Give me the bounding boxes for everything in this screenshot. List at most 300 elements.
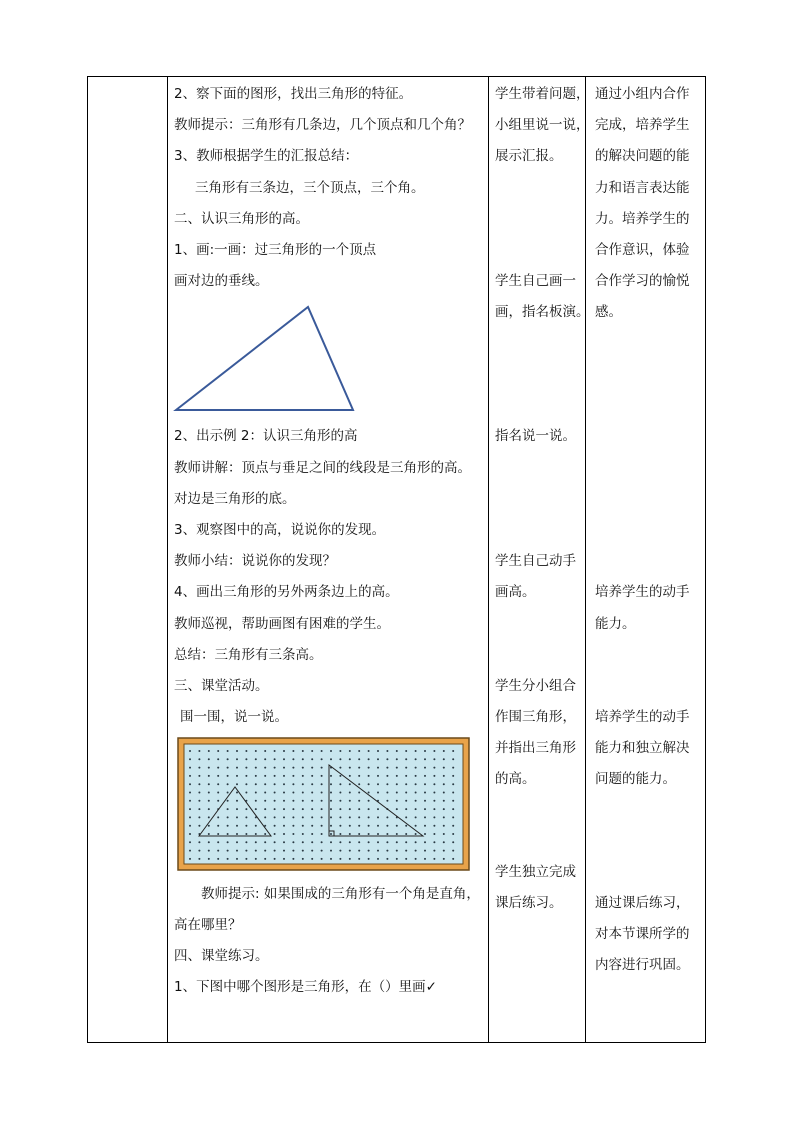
peg bbox=[311, 775, 313, 777]
peg bbox=[292, 850, 294, 852]
peg bbox=[424, 808, 426, 810]
peg bbox=[433, 833, 435, 835]
peg bbox=[358, 841, 360, 843]
peg bbox=[321, 800, 323, 802]
peg bbox=[386, 850, 388, 852]
peg bbox=[358, 750, 360, 752]
peg bbox=[198, 800, 200, 802]
peg bbox=[311, 858, 313, 860]
peg bbox=[311, 833, 313, 835]
content-line: 2、察下面的图形，找出三角形的特征。 bbox=[174, 86, 413, 102]
peg bbox=[302, 792, 304, 794]
peg bbox=[433, 800, 435, 802]
peg bbox=[208, 775, 210, 777]
peg bbox=[236, 758, 238, 760]
peg bbox=[452, 850, 454, 852]
peg bbox=[443, 783, 445, 785]
intent-line: 培养学生的动手 bbox=[595, 709, 690, 725]
peg bbox=[330, 833, 332, 835]
peg bbox=[386, 841, 388, 843]
peg bbox=[452, 783, 454, 785]
geoboard-figure bbox=[177, 737, 470, 871]
student-line: 画，指名板演。 bbox=[495, 304, 590, 320]
peg bbox=[386, 825, 388, 827]
peg bbox=[302, 841, 304, 843]
peg bbox=[255, 808, 257, 810]
peg bbox=[236, 750, 238, 752]
peg bbox=[311, 850, 313, 852]
peg bbox=[274, 800, 276, 802]
student-line: 学生独立完成 bbox=[495, 864, 576, 880]
peg bbox=[198, 858, 200, 860]
peg bbox=[433, 816, 435, 818]
peg bbox=[217, 858, 219, 860]
content-line: 四、课堂练习。 bbox=[174, 948, 269, 964]
peg bbox=[283, 858, 285, 860]
content-line: 三角形有三条边，三个顶点，三个角。 bbox=[195, 180, 425, 196]
peg bbox=[396, 808, 398, 810]
peg bbox=[452, 800, 454, 802]
peg bbox=[321, 841, 323, 843]
peg bbox=[377, 816, 379, 818]
peg bbox=[368, 825, 370, 827]
peg bbox=[368, 792, 370, 794]
peg bbox=[386, 816, 388, 818]
peg bbox=[415, 800, 417, 802]
peg bbox=[377, 783, 379, 785]
peg bbox=[189, 816, 191, 818]
peg bbox=[386, 800, 388, 802]
peg bbox=[292, 792, 294, 794]
peg bbox=[264, 841, 266, 843]
peg bbox=[198, 767, 200, 769]
peg bbox=[208, 750, 210, 752]
peg bbox=[405, 841, 407, 843]
peg bbox=[415, 808, 417, 810]
peg bbox=[433, 775, 435, 777]
peg bbox=[330, 858, 332, 860]
peg bbox=[311, 792, 313, 794]
peg bbox=[227, 816, 229, 818]
peg bbox=[292, 825, 294, 827]
peg bbox=[321, 816, 323, 818]
peg bbox=[236, 825, 238, 827]
peg bbox=[227, 792, 229, 794]
peg bbox=[302, 858, 304, 860]
peg bbox=[330, 750, 332, 752]
peg bbox=[189, 758, 191, 760]
peg bbox=[452, 808, 454, 810]
peg bbox=[339, 808, 341, 810]
content-line: 画对边的垂线。 bbox=[174, 273, 269, 289]
peg bbox=[264, 758, 266, 760]
peg bbox=[321, 808, 323, 810]
peg bbox=[292, 758, 294, 760]
peg bbox=[321, 758, 323, 760]
peg bbox=[386, 750, 388, 752]
peg bbox=[405, 816, 407, 818]
peg bbox=[321, 833, 323, 835]
peg bbox=[255, 792, 257, 794]
peg bbox=[424, 825, 426, 827]
peg bbox=[405, 750, 407, 752]
peg bbox=[349, 783, 351, 785]
peg bbox=[330, 850, 332, 852]
peg bbox=[245, 841, 247, 843]
peg bbox=[452, 750, 454, 752]
peg bbox=[189, 792, 191, 794]
peg bbox=[443, 858, 445, 860]
peg bbox=[330, 825, 332, 827]
peg bbox=[283, 767, 285, 769]
peg bbox=[245, 767, 247, 769]
peg bbox=[433, 783, 435, 785]
peg bbox=[368, 808, 370, 810]
peg bbox=[302, 783, 304, 785]
peg bbox=[292, 841, 294, 843]
peg bbox=[452, 775, 454, 777]
peg bbox=[452, 758, 454, 760]
peg bbox=[283, 841, 285, 843]
peg bbox=[198, 825, 200, 827]
peg bbox=[283, 816, 285, 818]
content-line: 高在哪里？ bbox=[174, 917, 242, 933]
teaching-process-column bbox=[168, 77, 488, 1042]
peg bbox=[433, 750, 435, 752]
peg bbox=[368, 775, 370, 777]
peg bbox=[283, 825, 285, 827]
peg bbox=[189, 808, 191, 810]
peg bbox=[452, 792, 454, 794]
peg bbox=[377, 825, 379, 827]
peg bbox=[302, 758, 304, 760]
peg bbox=[208, 816, 210, 818]
peg bbox=[217, 800, 219, 802]
peg bbox=[208, 825, 210, 827]
student-line: 课后练习。 bbox=[495, 895, 563, 911]
content-line: 教师提示: 如果围成的三角形有一个角是直角， bbox=[201, 886, 480, 902]
lesson-plan-table bbox=[87, 76, 706, 1043]
peg bbox=[424, 858, 426, 860]
peg bbox=[255, 750, 257, 752]
intent-line: 完成，培养学生 bbox=[595, 117, 690, 133]
peg bbox=[349, 800, 351, 802]
peg bbox=[405, 792, 407, 794]
peg bbox=[339, 850, 341, 852]
peg bbox=[396, 792, 398, 794]
peg bbox=[377, 841, 379, 843]
peg bbox=[236, 775, 238, 777]
peg bbox=[377, 758, 379, 760]
peg bbox=[368, 767, 370, 769]
peg bbox=[396, 783, 398, 785]
peg bbox=[236, 816, 238, 818]
peg bbox=[443, 792, 445, 794]
peg bbox=[292, 833, 294, 835]
peg bbox=[321, 858, 323, 860]
peg bbox=[368, 783, 370, 785]
peg bbox=[227, 750, 229, 752]
student-line: 并指出三角形 bbox=[495, 740, 576, 756]
peg bbox=[283, 750, 285, 752]
student-line: 画高。 bbox=[495, 584, 536, 600]
peg bbox=[208, 833, 210, 835]
peg bbox=[311, 800, 313, 802]
peg bbox=[321, 767, 323, 769]
intent-line: 感。 bbox=[595, 304, 622, 320]
peg bbox=[189, 750, 191, 752]
peg bbox=[245, 758, 247, 760]
peg bbox=[311, 758, 313, 760]
peg bbox=[321, 850, 323, 852]
peg bbox=[227, 775, 229, 777]
peg bbox=[292, 767, 294, 769]
peg bbox=[443, 850, 445, 852]
peg bbox=[245, 750, 247, 752]
intent-line: 力和语言表达能 bbox=[595, 180, 690, 196]
peg bbox=[264, 816, 266, 818]
peg bbox=[255, 767, 257, 769]
content-line: 三、课堂活动。 bbox=[174, 678, 269, 694]
peg bbox=[377, 775, 379, 777]
peg bbox=[236, 833, 238, 835]
peg bbox=[198, 808, 200, 810]
peg bbox=[386, 783, 388, 785]
peg bbox=[217, 783, 219, 785]
peg bbox=[217, 825, 219, 827]
intent-line: 能力和独立解决 bbox=[595, 740, 690, 756]
intent-line: 合作学习的愉悦 bbox=[595, 273, 690, 289]
peg bbox=[415, 833, 417, 835]
peg bbox=[292, 750, 294, 752]
student-line: 学生自己画一 bbox=[495, 273, 576, 289]
design-intent-column bbox=[586, 77, 706, 1042]
peg bbox=[452, 767, 454, 769]
peg bbox=[339, 792, 341, 794]
peg bbox=[227, 850, 229, 852]
peg bbox=[339, 825, 341, 827]
peg bbox=[208, 758, 210, 760]
peg bbox=[349, 767, 351, 769]
content-line: 教师巡视，帮助画图有困难的学生。 bbox=[174, 616, 390, 632]
peg bbox=[283, 850, 285, 852]
peg bbox=[208, 783, 210, 785]
peg bbox=[245, 850, 247, 852]
peg bbox=[433, 758, 435, 760]
peg bbox=[283, 775, 285, 777]
peg bbox=[208, 858, 210, 860]
peg bbox=[415, 783, 417, 785]
peg bbox=[377, 833, 379, 835]
peg bbox=[405, 767, 407, 769]
peg bbox=[330, 758, 332, 760]
peg bbox=[452, 841, 454, 843]
peg bbox=[424, 841, 426, 843]
peg bbox=[415, 775, 417, 777]
scalene-triangle bbox=[176, 307, 353, 410]
peg bbox=[358, 758, 360, 760]
peg bbox=[227, 800, 229, 802]
peg bbox=[189, 858, 191, 860]
peg bbox=[358, 775, 360, 777]
peg bbox=[349, 775, 351, 777]
peg bbox=[255, 825, 257, 827]
student-line: 学生分小组合 bbox=[495, 678, 576, 694]
peg bbox=[245, 783, 247, 785]
peg bbox=[208, 841, 210, 843]
peg bbox=[302, 816, 304, 818]
peg bbox=[368, 833, 370, 835]
peg bbox=[358, 808, 360, 810]
peg bbox=[245, 825, 247, 827]
peg bbox=[208, 808, 210, 810]
peg bbox=[198, 750, 200, 752]
peg bbox=[292, 816, 294, 818]
peg bbox=[443, 841, 445, 843]
peg bbox=[217, 833, 219, 835]
peg bbox=[330, 816, 332, 818]
triangle-figure bbox=[168, 297, 368, 417]
peg bbox=[415, 858, 417, 860]
peg bbox=[386, 767, 388, 769]
peg bbox=[292, 858, 294, 860]
peg bbox=[321, 792, 323, 794]
student-activity-column bbox=[489, 77, 590, 1042]
peg bbox=[349, 858, 351, 860]
peg bbox=[302, 800, 304, 802]
peg bbox=[452, 816, 454, 818]
peg bbox=[368, 750, 370, 752]
content-line: 4、画出三角形的另外两条边上的高。 bbox=[174, 584, 399, 600]
peg bbox=[377, 808, 379, 810]
peg bbox=[255, 775, 257, 777]
peg bbox=[349, 792, 351, 794]
peg bbox=[198, 758, 200, 760]
peg bbox=[236, 850, 238, 852]
peg bbox=[386, 792, 388, 794]
peg bbox=[274, 792, 276, 794]
geoboard-surface bbox=[184, 744, 463, 864]
peg bbox=[255, 783, 257, 785]
peg bbox=[217, 792, 219, 794]
peg bbox=[405, 850, 407, 852]
peg bbox=[264, 783, 266, 785]
peg bbox=[424, 775, 426, 777]
peg bbox=[433, 850, 435, 852]
peg bbox=[433, 808, 435, 810]
peg bbox=[302, 775, 304, 777]
peg bbox=[274, 758, 276, 760]
peg bbox=[358, 792, 360, 794]
peg bbox=[217, 816, 219, 818]
peg bbox=[377, 792, 379, 794]
peg bbox=[415, 816, 417, 818]
peg bbox=[396, 750, 398, 752]
peg bbox=[405, 858, 407, 860]
peg bbox=[415, 758, 417, 760]
peg bbox=[433, 858, 435, 860]
peg bbox=[255, 800, 257, 802]
peg bbox=[227, 758, 229, 760]
content-line: 二、认识三角形的高。 bbox=[174, 211, 309, 227]
peg bbox=[292, 808, 294, 810]
content-line: 教师讲解：顶点与垂足之间的线段是三角形的高。 bbox=[174, 460, 471, 476]
peg bbox=[443, 800, 445, 802]
peg bbox=[208, 800, 210, 802]
peg bbox=[274, 833, 276, 835]
peg bbox=[339, 750, 341, 752]
peg bbox=[292, 783, 294, 785]
peg bbox=[321, 825, 323, 827]
intent-line: 内容进行巩固。 bbox=[595, 957, 690, 973]
peg bbox=[227, 858, 229, 860]
peg bbox=[396, 841, 398, 843]
content-line: 总结：三角形有三条高。 bbox=[174, 647, 323, 663]
peg bbox=[377, 850, 379, 852]
peg bbox=[264, 792, 266, 794]
peg bbox=[189, 825, 191, 827]
peg bbox=[358, 825, 360, 827]
peg bbox=[311, 783, 313, 785]
peg bbox=[208, 850, 210, 852]
peg bbox=[405, 758, 407, 760]
peg bbox=[198, 792, 200, 794]
peg bbox=[452, 833, 454, 835]
peg bbox=[349, 808, 351, 810]
peg bbox=[396, 858, 398, 860]
peg bbox=[443, 750, 445, 752]
peg bbox=[274, 808, 276, 810]
peg bbox=[386, 833, 388, 835]
peg bbox=[339, 816, 341, 818]
peg bbox=[321, 775, 323, 777]
peg bbox=[198, 841, 200, 843]
peg bbox=[358, 816, 360, 818]
peg bbox=[443, 775, 445, 777]
peg bbox=[227, 825, 229, 827]
peg bbox=[283, 758, 285, 760]
peg bbox=[424, 850, 426, 852]
peg bbox=[217, 850, 219, 852]
peg bbox=[339, 841, 341, 843]
peg bbox=[217, 750, 219, 752]
peg bbox=[424, 767, 426, 769]
content-line: 对边是三角形的底。 bbox=[174, 491, 296, 507]
peg bbox=[405, 825, 407, 827]
peg bbox=[405, 775, 407, 777]
student-line: 的高。 bbox=[495, 771, 536, 787]
peg bbox=[330, 792, 332, 794]
peg bbox=[245, 808, 247, 810]
peg bbox=[217, 758, 219, 760]
peg bbox=[339, 775, 341, 777]
intent-line: 通过小组内合作 bbox=[595, 86, 690, 102]
peg bbox=[245, 775, 247, 777]
content-line: 1、画:一画：过三角形的一个顶点 bbox=[174, 242, 377, 258]
peg bbox=[236, 808, 238, 810]
peg bbox=[311, 825, 313, 827]
peg bbox=[396, 758, 398, 760]
peg bbox=[330, 783, 332, 785]
peg bbox=[339, 767, 341, 769]
peg bbox=[415, 767, 417, 769]
peg bbox=[349, 825, 351, 827]
student-line: 作围三角形， bbox=[495, 709, 576, 725]
peg bbox=[189, 775, 191, 777]
peg bbox=[377, 767, 379, 769]
peg bbox=[264, 858, 266, 860]
peg bbox=[292, 775, 294, 777]
